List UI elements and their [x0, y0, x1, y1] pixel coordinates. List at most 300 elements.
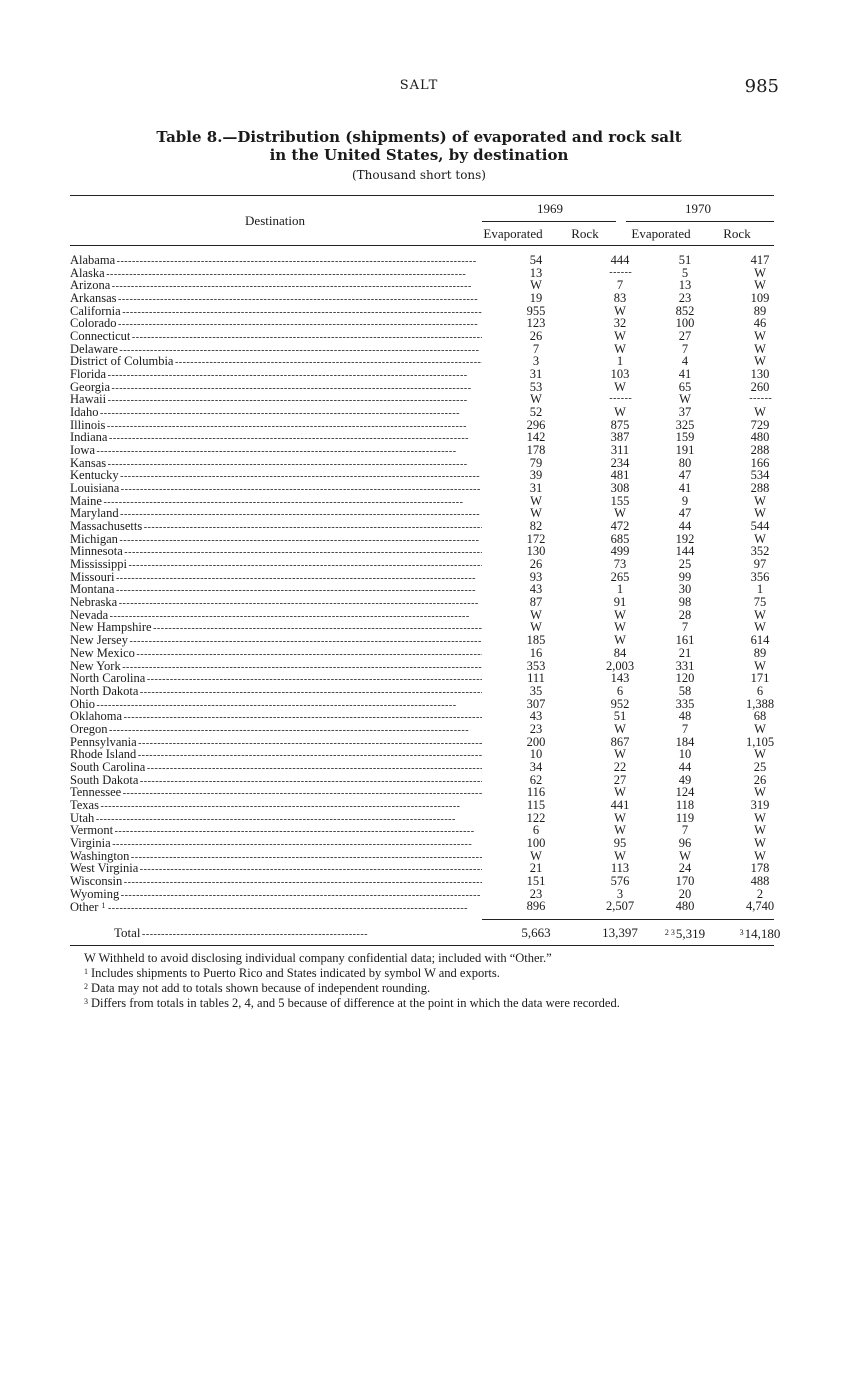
table-row [70, 520, 774, 533]
rock-1970-value: 352 [750, 544, 770, 559]
header-evaporated-1970: Evaporated [631, 226, 691, 241]
rock-1969-value: 499 [610, 544, 630, 559]
evaporated-1969-value: 23 [529, 886, 543, 901]
rock-1970-value: 1,105 [745, 734, 775, 749]
evaporated-1969-value: 43 [529, 582, 543, 597]
destination-name: Colorado - - - [70, 317, 482, 332]
table-row [70, 596, 774, 609]
evaporated-1970-value: 41 [678, 481, 692, 496]
evaporated-1970-value: 161 [675, 633, 695, 648]
rock-1970-value: W [754, 265, 766, 280]
evaporated-1970-value: 51 [678, 253, 692, 267]
rock-1969-value: 311 [610, 443, 630, 458]
table-row [70, 545, 774, 558]
evaporated-1969-value: 185 [526, 633, 546, 648]
evaporated-1970-value: 100 [675, 316, 695, 331]
rock-1970-value: 2 [756, 886, 764, 901]
evaporated-1970-value: 170 [675, 873, 695, 888]
destination-name: Ohio - - - [70, 698, 482, 713]
evaporated-1969-value: 23 [529, 721, 543, 736]
destination-name: Montana - - - [70, 583, 482, 598]
evaporated-1969-value: 130 [526, 544, 546, 559]
evaporated-1969-value: 62 [529, 772, 543, 787]
evaporated-1970-value: 23 [678, 291, 692, 306]
evaporated-1970-value: 21 [678, 645, 692, 660]
caption-units: (Thousand short tons) [351, 168, 486, 182]
rock-1970-value: 1,388 [745, 696, 775, 711]
evaporated-1969-value: 93 [529, 569, 543, 584]
evaporated-1970-value: 80 [678, 455, 692, 470]
evaporated-1970-value: 192 [675, 531, 695, 546]
destination-name: Alabama - - - [70, 254, 482, 269]
evaporated-1970-value: 7 [681, 341, 689, 356]
rock-1969-value: 27 [613, 772, 627, 787]
table-row [70, 305, 774, 318]
rock-1969-value: 875 [610, 417, 630, 432]
evaporated-1969-value: 142 [526, 430, 546, 445]
evaporated-1970-value: 49 [678, 772, 692, 787]
rock-1970-value: 6 [756, 683, 764, 698]
rock-1969-value: W [614, 810, 626, 825]
destination-name: Michigan - - - [70, 533, 482, 548]
rock-1970-value: W [754, 658, 766, 673]
table-row [70, 685, 774, 698]
total-evaporated-1970: $^{2 3}$5,319 [664, 926, 706, 941]
evaporated-1969-value: 100 [526, 835, 546, 850]
evaporated-1970-value: 27 [678, 329, 692, 344]
table-top-rule [70, 195, 774, 196]
evaporated-1969-value: 200 [526, 734, 546, 749]
destination-name: California - - - [70, 305, 482, 320]
header-rock-1969: Rock [571, 226, 599, 241]
rock-1970-value: W [754, 721, 766, 736]
evaporated-1969-value: 896 [526, 899, 546, 914]
table-row [70, 254, 774, 267]
rock-1969-value: 2,003 [605, 658, 635, 673]
destination-name: North Carolina - - - [70, 672, 482, 687]
evaporated-1969-value: W [530, 506, 542, 521]
footnote-w: W Withheld to avoid disclosing individual company confidential data; included with “Other.” [84, 951, 552, 965]
rock-1970-value: 260 [750, 379, 770, 394]
rock-1970-value: W [754, 405, 766, 420]
rock-1970-value: 26 [753, 772, 767, 787]
rock-1970-value: 288 [750, 443, 770, 458]
table-row [70, 799, 774, 812]
table-row [70, 609, 774, 622]
rock-1970-value: W [754, 341, 766, 356]
year-1970-rule [626, 221, 774, 222]
evaporated-1970-value: 7 [681, 823, 689, 838]
destination-name: New York - - - [70, 660, 482, 675]
evaporated-1970-value: 4 [681, 354, 689, 369]
rock-1970-value: 288 [750, 481, 770, 496]
evaporated-1969-value: 13 [529, 265, 543, 280]
rock-1970-value: 109 [750, 291, 770, 306]
rock-1970-value: 480 [750, 430, 770, 445]
evaporated-1970-value: 48 [678, 709, 692, 724]
footnote-2: $^2$ Data may not add to totals shown because of independent rounding. [84, 981, 431, 995]
table-row [70, 533, 774, 546]
destination-name: Other $^1$ - - - [70, 900, 482, 916]
table-row [70, 647, 774, 660]
page-number: 985 [744, 76, 779, 97]
evaporated-1970-value: 47 [678, 506, 692, 521]
evaporated-1969-value: 116 [526, 785, 546, 800]
table-row [70, 330, 774, 343]
rock-1969-value: 3 [616, 886, 624, 901]
header-rock-1970: Rock [723, 226, 751, 241]
rock-1970-value: W [754, 785, 766, 800]
table-row [70, 495, 774, 508]
evaporated-1969-value: 53 [529, 379, 543, 394]
caption-title-line-1: Table 8.—Distribution (shipments) of evaporated and rock salt [156, 128, 682, 146]
destination-name: South Dakota - - - [70, 774, 482, 789]
destination-name: Virginia - - - [70, 837, 482, 852]
table-row [70, 406, 774, 419]
rock-1970-value: 1 [756, 582, 764, 597]
rock-1969-value: W [614, 341, 626, 356]
destination-name: New Hampshire - - - [70, 621, 482, 636]
rock-1970-value: W [754, 354, 766, 369]
header-year-1969: 1969 [537, 201, 563, 216]
evaporated-1969-value: 178 [526, 443, 546, 458]
rock-1969-value: 103 [610, 367, 630, 382]
rock-1969-value: W [614, 607, 626, 622]
destination-name: Georgia - - - [70, 381, 482, 396]
rock-1970-value: W [754, 506, 766, 521]
evaporated-1970-value: 7 [681, 721, 689, 736]
footnotes [84, 952, 784, 1010]
evaporated-1970-value: 25 [678, 557, 692, 572]
evaporated-1970-value: 98 [678, 595, 692, 610]
destination-name: New Jersey - - - [70, 634, 482, 649]
table-row [70, 812, 774, 825]
rock-1969-value: 113 [610, 861, 630, 876]
evaporated-1969-value: 151 [526, 873, 546, 888]
table-body [70, 254, 774, 913]
destination-name: Indiana - - - [70, 431, 482, 446]
table-row [70, 381, 774, 394]
table-caption [0, 128, 838, 182]
destination-name: New Mexico - - - [70, 647, 482, 662]
rock-1969-value: W [614, 329, 626, 344]
table-row [70, 850, 774, 863]
evaporated-1969-value: 307 [526, 696, 546, 711]
destination-name: Connecticut - - - [70, 330, 482, 345]
rock-1970-value: 46 [753, 316, 767, 331]
rock-1970-value: 488 [750, 873, 770, 888]
destination-name: Vermont - - - [70, 824, 482, 839]
table-row [70, 393, 774, 406]
destination-name: Washington - - - [70, 850, 482, 865]
evaporated-1969-value: W [530, 620, 542, 635]
evaporated-1970-value: 5 [681, 265, 689, 280]
evaporated-1969-value: 296 [526, 417, 546, 432]
rock-1970-value: 614 [750, 633, 770, 648]
rock-1970-value: W [754, 823, 766, 838]
evaporated-1970-value: 124 [675, 785, 695, 800]
total-label: Total - - - - - - - - - - - - - - - - - - - - - - - - - - - - - - - - - - - - - - - - - - - - - - - - - - - - - - - - - - - [114, 925, 367, 940]
rock-1969-value: 2,507 [605, 899, 635, 914]
evaporated-1970-value: 7 [681, 620, 689, 635]
table-row [70, 824, 774, 837]
rock-1970-value: 68 [753, 709, 767, 724]
evaporated-1970-value: 331 [675, 658, 695, 673]
destination-name: Rhode Island - - - [70, 748, 482, 763]
rock-1969-value: 51 [613, 709, 627, 724]
table-row [70, 736, 774, 749]
rock-1969-value: W [614, 721, 626, 736]
rock-1970-value: 171 [750, 671, 770, 686]
table-row [70, 621, 774, 634]
rock-1970-value: 75 [753, 595, 767, 610]
rock-1969-value: W [614, 823, 626, 838]
destination-name: Hawaii - - - [70, 393, 482, 408]
evaporated-1969-value: 52 [529, 405, 543, 420]
destination-name: Iowa - - - [70, 444, 482, 459]
rock-1969-value: 576 [610, 873, 630, 888]
destination-name: Kansas - - - [70, 457, 482, 472]
destination-name: Maine - - - [70, 495, 482, 510]
table-row [70, 292, 774, 305]
evaporated-1969-value: 955 [526, 303, 546, 318]
destination-name: Minnesota - - - [70, 545, 482, 560]
header-evaporated-1969: Evaporated [483, 226, 543, 241]
evaporated-1970-value: 120 [675, 671, 695, 686]
table-row [70, 419, 774, 432]
table-row [70, 748, 774, 761]
rock-1970-value: 178 [750, 861, 770, 876]
rock-1970-value: 417 [750, 253, 770, 267]
evaporated-1970-value: 28 [678, 607, 692, 622]
evaporated-1969-value: W [530, 848, 542, 863]
evaporated-1970-value: 65 [678, 379, 692, 394]
evaporated-1970-value: 20 [678, 886, 692, 901]
rock-1969-value: W [614, 633, 626, 648]
evaporated-1969-value: 35 [529, 683, 543, 698]
destination-name: Idaho - - - [70, 406, 482, 421]
evaporated-1969-value: 122 [526, 810, 546, 825]
rock-1969-value: W [614, 848, 626, 863]
evaporated-1970-value: 30 [678, 582, 692, 597]
rock-1969-value: 472 [610, 519, 630, 534]
table-row [70, 469, 774, 482]
table-row [70, 343, 774, 356]
rock-1969-value: 308 [610, 481, 630, 496]
table-row [70, 634, 774, 647]
destination-name: Nebraska - - - [70, 596, 482, 611]
destination-name: Tennessee - - - [70, 786, 482, 801]
evaporated-1970-value: 191 [675, 443, 695, 458]
evaporated-1970-value: 58 [678, 683, 692, 698]
destination-name: Pennsylvania - - - [70, 736, 482, 751]
rock-1969-value: - - - - - - [609, 266, 631, 278]
rock-1969-value: 444 [610, 253, 630, 267]
running-head [0, 78, 867, 98]
total-row [70, 925, 781, 941]
rock-1969-value: 143 [610, 671, 630, 686]
rock-1969-value: 234 [610, 455, 630, 470]
evaporated-1970-value: 47 [678, 468, 692, 483]
rock-1970-value: 130 [750, 367, 770, 382]
destination-name: Nevada - - - [70, 609, 482, 624]
table-row [70, 431, 774, 444]
evaporated-1970-value: 9 [681, 493, 689, 508]
rock-1969-value: W [614, 785, 626, 800]
evaporated-1970-value: W [679, 848, 691, 863]
rock-1970-value: - - - - - - [749, 393, 771, 405]
evaporated-1969-value: 31 [529, 481, 543, 496]
rock-1969-value: 685 [610, 531, 630, 546]
rock-1969-value: 952 [610, 696, 630, 711]
rock-1970-value: 356 [750, 569, 770, 584]
evaporated-1969-value: W [530, 392, 542, 407]
evaporated-1969-value: 3 [532, 354, 540, 369]
destination-name: Delaware - - - [70, 343, 482, 358]
caption-title-line-2: in the United States, by destination [269, 146, 569, 164]
rock-1970-value: 25 [753, 759, 767, 774]
rock-1970-value: W [754, 531, 766, 546]
destination-name: Alaska - - - [70, 267, 482, 282]
rock-1970-value: W [754, 848, 766, 863]
rock-1969-value: 7 [616, 278, 624, 293]
rock-1970-value: W [754, 493, 766, 508]
destination-name: District of Columbia - - - [70, 355, 482, 370]
header-bottom-rule [70, 245, 774, 246]
destination-name: Illinois - - - [70, 419, 482, 434]
table-row [70, 317, 774, 330]
total-rule [482, 919, 774, 920]
evaporated-1970-value: 159 [675, 430, 695, 445]
evaporated-1970-value: 13 [678, 278, 692, 293]
evaporated-1969-value: 7 [532, 341, 540, 356]
rock-1970-value: W [754, 747, 766, 762]
total-rock-1970: $^3$14,180 [739, 926, 781, 941]
rock-1970-value: 166 [750, 455, 770, 470]
rock-1970-value: W [754, 835, 766, 850]
evaporated-1970-value: 99 [678, 569, 692, 584]
evaporated-1969-value: 6 [532, 823, 540, 838]
evaporated-1969-value: 34 [529, 759, 543, 774]
table-row [70, 507, 774, 520]
evaporated-1970-value: 119 [675, 810, 695, 825]
rock-1970-value: W [754, 607, 766, 622]
rock-1969-value: 1 [616, 582, 624, 597]
evaporated-1969-value: 115 [526, 797, 546, 812]
table-row [70, 862, 774, 875]
rock-1969-value: W [614, 405, 626, 420]
evaporated-1970-value: 335 [675, 696, 695, 711]
rock-1970-value: W [754, 278, 766, 293]
table-row [70, 723, 774, 736]
rock-1970-value: 534 [750, 468, 770, 483]
destination-name: Kentucky - - - [70, 469, 482, 484]
table-row [70, 368, 774, 381]
rock-1970-value: 97 [753, 557, 767, 572]
evaporated-1970-value: 184 [675, 734, 695, 749]
rock-1970-value: 89 [753, 645, 767, 660]
destination-name: Arkansas - - - [70, 292, 482, 307]
evaporated-1970-value: 41 [678, 367, 692, 382]
destination-name: Louisiana - - - [70, 482, 482, 497]
rock-1969-value: W [614, 379, 626, 394]
year-1969-rule [482, 221, 616, 222]
destination-footnote-mark: 1 [101, 901, 106, 911]
evaporated-1969-value: 31 [529, 367, 543, 382]
rock-1969-value: 73 [613, 557, 627, 572]
running-title: SALT [399, 78, 439, 93]
rock-1969-value: 867 [610, 734, 630, 749]
evaporated-1969-value: W [530, 607, 542, 622]
evaporated-1969-value: 79 [529, 455, 543, 470]
evaporated-1970-value: 10 [678, 747, 692, 762]
table-row [70, 761, 774, 774]
evaporated-1969-value: 87 [529, 595, 543, 610]
destination-name: West Virginia - - - [70, 862, 482, 877]
rock-1969-value: 1 [616, 354, 624, 369]
destination-name: Missouri - - - [70, 571, 482, 586]
destination-name: Texas - - - [70, 799, 482, 814]
table-row [70, 710, 774, 723]
destination-name: North Dakota - - - [70, 685, 482, 700]
table-row [70, 482, 774, 495]
rock-1969-value: 83 [613, 291, 627, 306]
evaporated-1969-value: 54 [529, 253, 543, 267]
rock-1970-value: 4,740 [745, 899, 775, 914]
table-row [70, 672, 774, 685]
table-row [70, 444, 774, 457]
evaporated-1970-value: 96 [678, 835, 692, 850]
table-row [70, 571, 774, 584]
footnote-3: $^3$ Differs from totals in tables 2, 4, and 5 because of difference at the point in which the data were recorded. [84, 996, 620, 1010]
table-row [70, 355, 774, 368]
table-row [70, 457, 774, 470]
evaporated-1969-value: 172 [526, 531, 546, 546]
rock-1970-value: 729 [750, 417, 770, 432]
table-bottom-rule [70, 945, 774, 946]
evaporated-1970-value: W [679, 392, 691, 407]
rock-1969-value: 84 [613, 645, 627, 660]
evaporated-1970-value: 44 [678, 519, 692, 534]
evaporated-1969-value: 16 [529, 645, 543, 660]
table-row [70, 786, 774, 799]
table-row [70, 698, 774, 711]
rock-1970-value: W [754, 620, 766, 635]
rock-1969-value: W [614, 620, 626, 635]
rock-1969-value: 91 [613, 595, 627, 610]
evaporated-1969-value: 123 [526, 316, 546, 331]
evaporated-1969-value: 21 [529, 861, 543, 876]
total-e70-footnote-marks: 2 3 [664, 928, 675, 937]
table-row [70, 279, 774, 292]
evaporated-1970-value: 37 [678, 405, 692, 420]
destination-name: Mississippi - - - [70, 558, 482, 573]
header-destination: Destination [245, 213, 305, 228]
evaporated-1970-value: 44 [678, 759, 692, 774]
rock-1969-value: 441 [610, 797, 630, 812]
destination-name: Oklahoma - - - [70, 710, 482, 725]
destination-name: South Carolina - - - [70, 761, 482, 776]
rock-1969-value: 265 [610, 569, 630, 584]
evaporated-1970-value: 144 [675, 544, 695, 559]
rock-1969-value: 6 [616, 683, 624, 698]
evaporated-1970-value: 24 [678, 861, 692, 876]
table-row [70, 888, 774, 901]
rock-1969-value: 22 [613, 759, 627, 774]
table-row [70, 558, 774, 571]
table-row [70, 583, 774, 596]
destination-name: Arizona - - - [70, 279, 482, 294]
